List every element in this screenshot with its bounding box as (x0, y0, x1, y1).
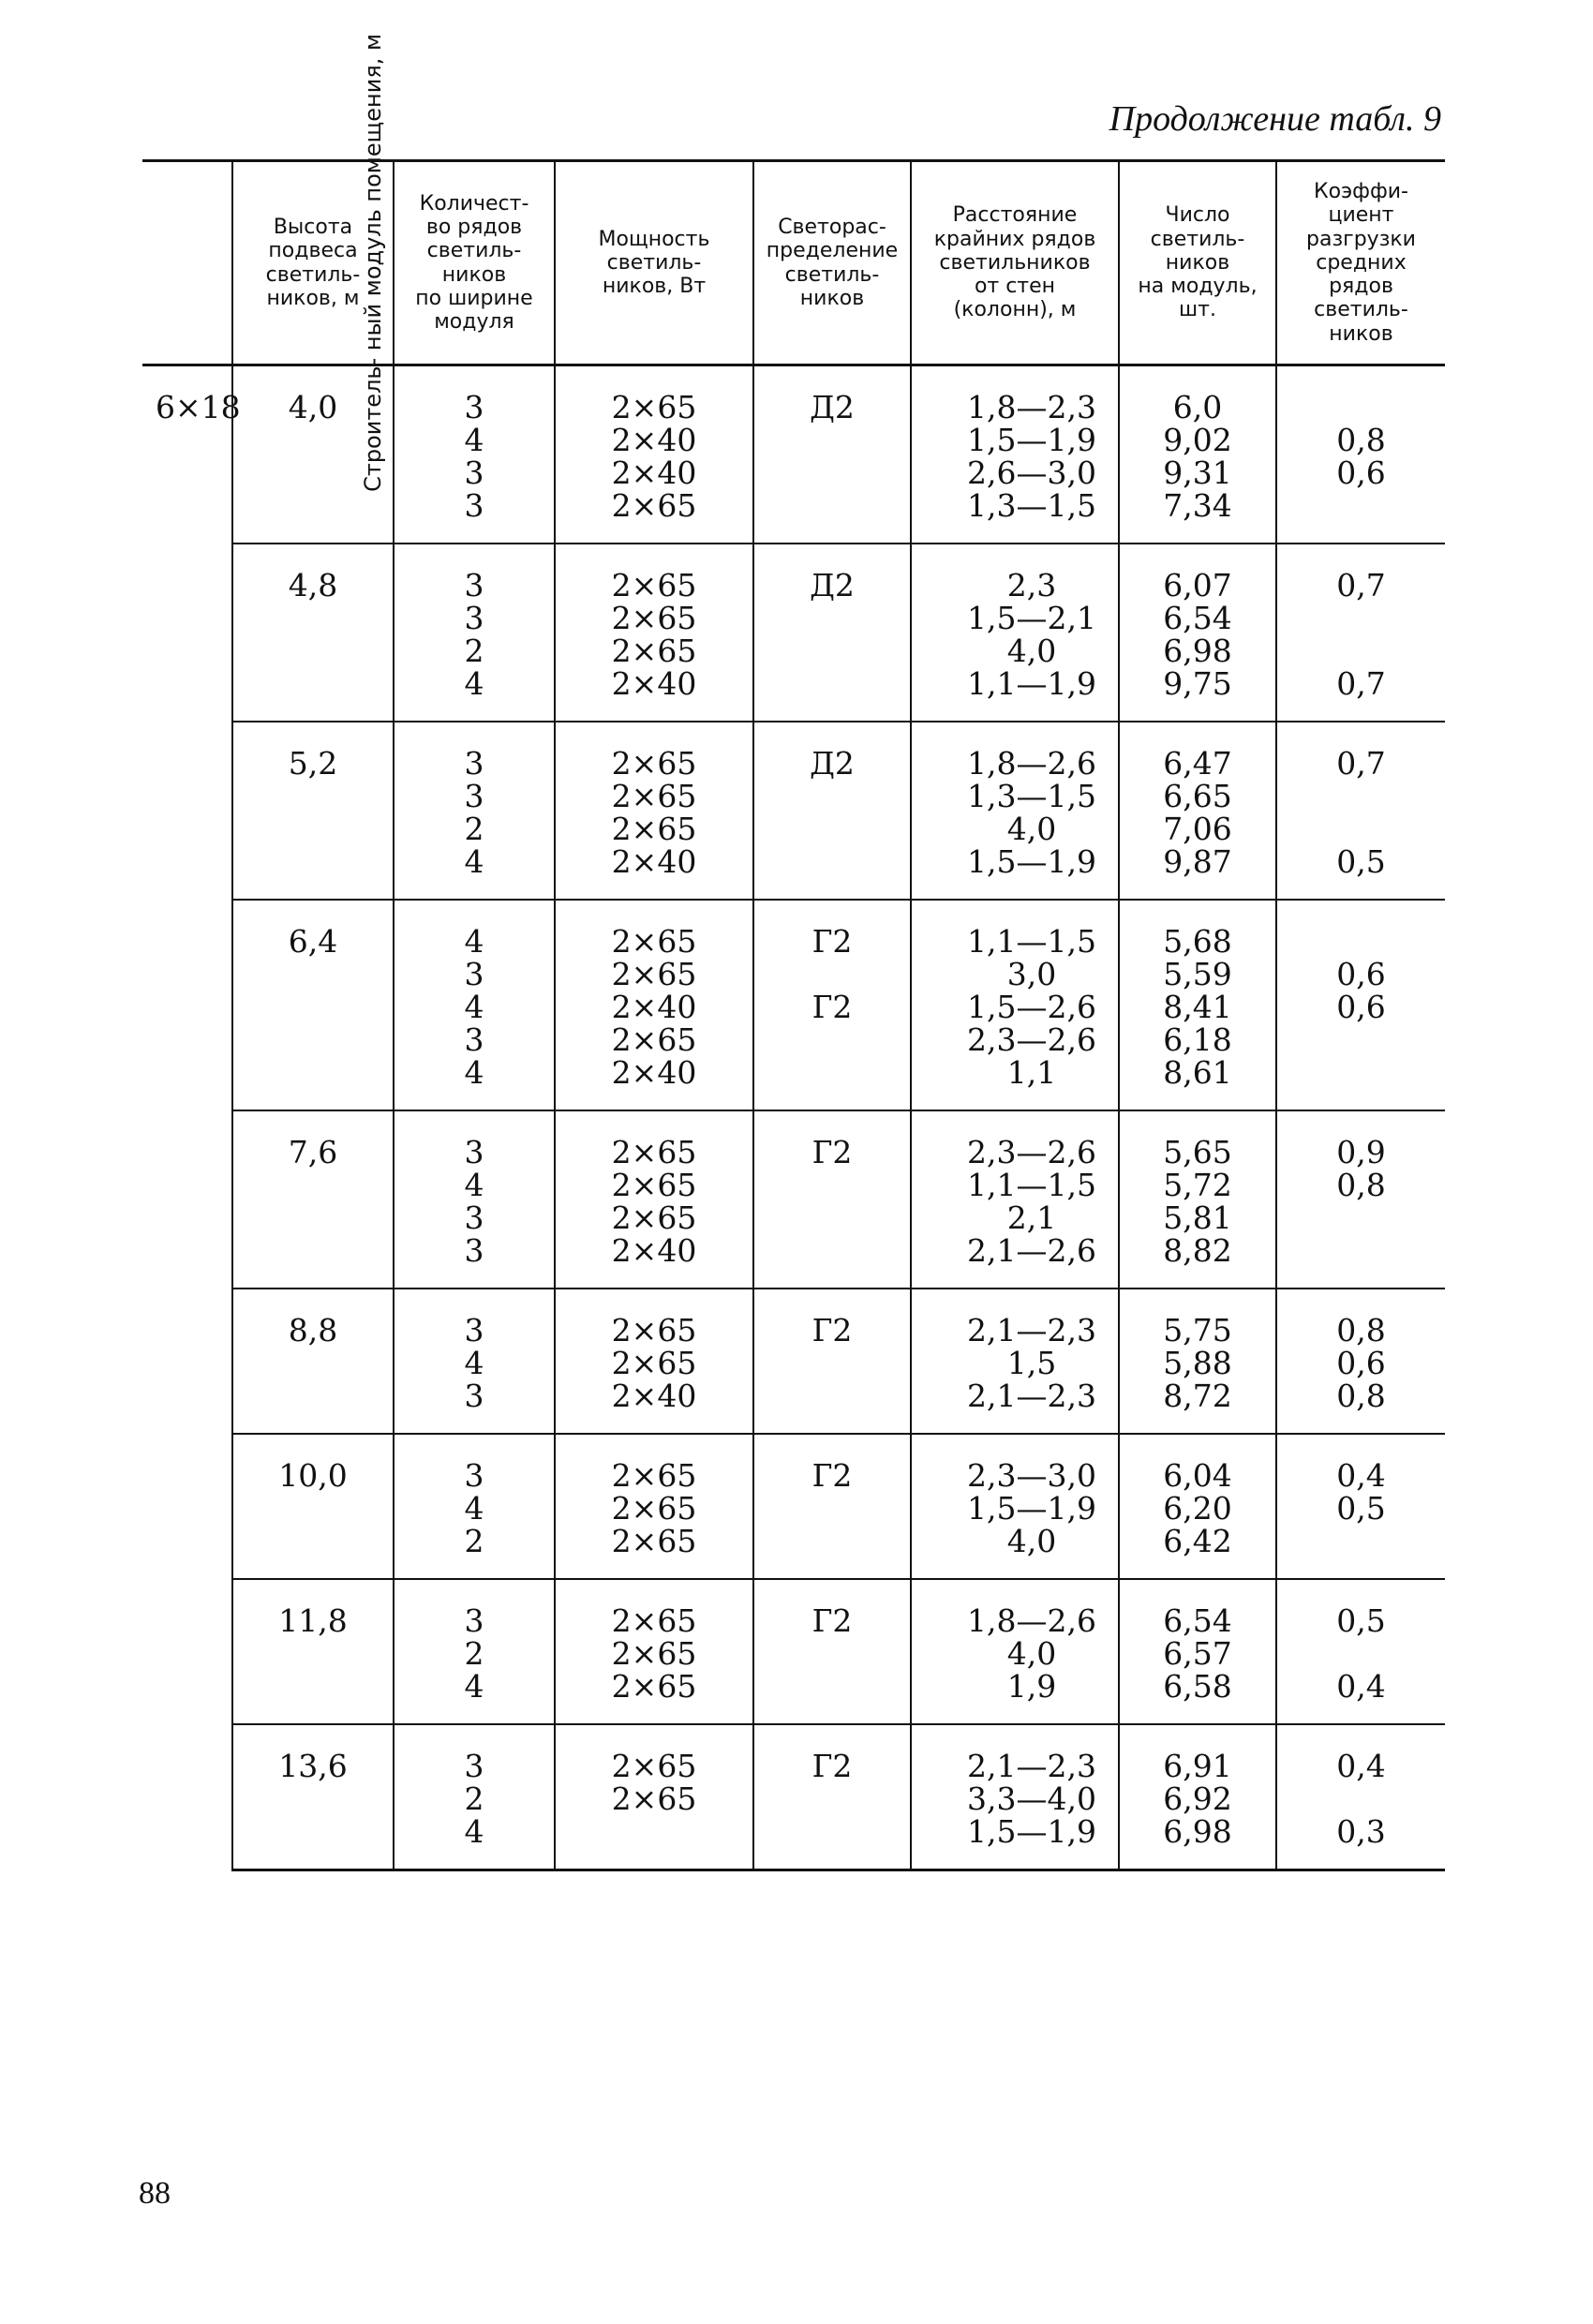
power-cell-value: 2×65 2×65 2×40 2×65 2×40 (611, 923, 697, 1091)
table-row (142, 900, 1445, 1110)
height-cell (232, 900, 394, 1110)
header-module: Строитель- ный модуль помещения, м (142, 161, 232, 365)
rows-cell (394, 1579, 555, 1724)
header-count: Число светиль- ников на модуль, шт. (1119, 161, 1276, 365)
distance-cell (911, 544, 1119, 722)
table-row (142, 1110, 1445, 1289)
power-cell (555, 722, 753, 900)
power-cell (555, 1110, 753, 1289)
table-row (142, 1434, 1445, 1579)
coefficient-cell-value: 0,8 0,6 (1336, 422, 1386, 491)
table-row (142, 722, 1445, 900)
distance-cell-value: 1,8—2,6 1,3—1,5 4,0 1,5—1,9 (967, 745, 1096, 880)
height-cell (232, 544, 394, 722)
rows-cell (394, 900, 555, 1110)
power-cell-value: 2×65 2×65 2×65 2×40 (611, 567, 697, 702)
table-caption: Продолжение табл. 9 (1109, 99, 1441, 139)
distribution-cell-value: Г2 (811, 1134, 853, 1170)
rows-cell (394, 365, 555, 544)
distance-cell-value: 2,3—2,6 1,1—1,5 2,1 2,1—2,6 (967, 1134, 1096, 1269)
distance-cell (911, 1724, 1119, 1870)
distribution-cell-value: Д2 (810, 389, 855, 425)
coefficient-cell (1276, 365, 1445, 544)
count-cell (1119, 1289, 1276, 1434)
count-cell-value: 6,0 9,02 9,31 7,34 (1163, 389, 1232, 524)
module-cell (142, 365, 241, 1870)
table-row (142, 544, 1445, 722)
distribution-cell (753, 365, 911, 544)
power-cell-value: 2×65 2×65 2×65 2×40 (611, 745, 697, 880)
rows-cell-value: 3 3 2 4 (464, 567, 484, 702)
distance-cell (911, 1434, 1119, 1579)
distribution-cell-value: Г2 (811, 1457, 853, 1494)
coefficient-cell (1276, 722, 1445, 900)
coefficient-cell (1276, 1579, 1445, 1724)
header-coefficient: Коэффи- циент разгрузки средних рядов светиль- ников (1276, 161, 1445, 365)
height-cell-value: 4,0 (288, 389, 338, 425)
distribution-cell (753, 1724, 911, 1870)
table-row (142, 365, 1445, 544)
rows-cell-value: 4 3 4 3 4 (464, 923, 484, 1091)
header-power: Мощность светиль- ников, Вт (555, 161, 753, 365)
distance-cell-value: 2,1—2,3 3,3—4,0 1,5—1,9 (967, 1748, 1096, 1850)
rows-cell-value: 3 4 2 (464, 1457, 484, 1559)
coefficient-cell (1276, 1434, 1445, 1579)
power-cell-value: 2×65 2×65 2×65 (611, 1602, 697, 1705)
distance-cell (911, 365, 1119, 544)
distribution-cell (753, 722, 911, 900)
power-cell-value: 2×65 2×65 2×65 (611, 1457, 697, 1559)
count-cell-value: 6,04 6,20 6,42 (1163, 1457, 1232, 1559)
count-cell (1119, 900, 1276, 1110)
count-cell (1119, 1434, 1276, 1579)
rows-cell (394, 1434, 555, 1579)
distance-cell-value: 2,3—3,0 1,5—1,9 4,0 (967, 1457, 1096, 1559)
coefficient-cell-value: 0,4 0,5 (1336, 1457, 1386, 1527)
power-cell (555, 900, 753, 1110)
page-number: 88 (139, 2176, 171, 2211)
count-cell-value: 6,54 6,57 6,58 (1163, 1602, 1232, 1705)
distance-cell (911, 1579, 1119, 1724)
header-distribution: Светорас- пределение светиль- ников (753, 161, 911, 365)
distribution-cell (753, 544, 911, 722)
power-cell-value: 2×65 2×65 (611, 1748, 697, 1817)
power-cell (555, 1289, 753, 1434)
coefficient-cell-value: 0,7 0,7 (1336, 567, 1386, 702)
coefficient-cell-value: 0,8 0,6 0,8 (1336, 1312, 1386, 1414)
header-row (142, 161, 1445, 365)
rows-cell-value: 3 3 2 4 (464, 745, 484, 880)
coefficient-cell-value: 0,9 0,8 (1336, 1134, 1386, 1203)
table-row (142, 1724, 1445, 1870)
height-cell (232, 1724, 394, 1870)
distribution-cell (753, 1289, 911, 1434)
power-cell-value: 2×65 2×65 2×65 2×40 (611, 1134, 697, 1269)
rows-cell-value: 3 4 3 3 (464, 389, 484, 524)
distance-cell-value: 2,3 1,5—2,1 4,0 1,1—1,9 (967, 567, 1096, 702)
header-rows: Количест- во рядов светиль- ников по ширине модуля (394, 161, 555, 365)
rows-cell-value: 3 4 3 3 (464, 1134, 484, 1269)
count-cell (1119, 722, 1276, 900)
power-cell (555, 365, 753, 544)
coefficient-cell (1276, 1289, 1445, 1434)
height-cell-value: 5,2 (288, 745, 338, 782)
distance-cell (911, 900, 1119, 1110)
distance-cell-value: 1,8—2,3 1,5—1,9 2,6—3,0 1,3—1,5 (967, 389, 1096, 524)
distribution-cell-value: Д2 (810, 567, 855, 603)
distance-cell (911, 1110, 1119, 1289)
height-cell-value: 7,6 (288, 1134, 338, 1170)
distribution-cell-value: Г2 Г2 (811, 923, 853, 1025)
coefficient-cell (1276, 1724, 1445, 1870)
height-cell (232, 1110, 394, 1289)
height-cell-value: 4,8 (288, 567, 338, 603)
distance-cell (911, 1289, 1119, 1434)
distribution-cell-value: Г2 (811, 1312, 853, 1348)
distribution-cell (753, 1110, 911, 1289)
power-cell-value: 2×65 2×40 2×40 2×65 (611, 389, 697, 524)
distribution-cell (753, 1579, 911, 1724)
count-cell-value: 5,75 5,88 8,72 (1163, 1312, 1232, 1414)
count-cell (1119, 1579, 1276, 1724)
distance-cell-value: 2,1—2,3 1,5 2,1—2,3 (967, 1312, 1096, 1414)
header-distance: Расстояние крайних рядов светильников от стен (колонн), м (911, 161, 1119, 365)
count-cell-value: 5,65 5,72 5,81 8,82 (1163, 1134, 1232, 1269)
rows-cell-value: 3 2 4 (464, 1748, 484, 1850)
coefficient-cell (1276, 544, 1445, 722)
power-cell (555, 1724, 753, 1870)
count-cell (1119, 1724, 1276, 1870)
distance-cell (911, 722, 1119, 900)
rows-cell (394, 1110, 555, 1289)
count-cell-value: 5,68 5,59 8,41 6,18 8,61 (1163, 923, 1232, 1091)
height-cell-value: 10,0 (278, 1457, 348, 1494)
count-cell (1119, 544, 1276, 722)
count-cell (1119, 365, 1276, 544)
count-cell-value: 6,07 6,54 6,98 9,75 (1163, 567, 1232, 702)
height-cell-value: 13,6 (278, 1748, 348, 1784)
coefficient-cell (1276, 1110, 1445, 1289)
table-body (142, 365, 1445, 1870)
coefficient-cell (1276, 900, 1445, 1110)
module-value: 6×18 (156, 389, 241, 425)
height-cell (232, 1579, 394, 1724)
power-cell (555, 1434, 753, 1579)
rows-cell (394, 1289, 555, 1434)
header-height: Высота подвеса светиль- ников, м (232, 161, 394, 365)
power-cell (555, 544, 753, 722)
distribution-cell-value: Г2 (811, 1748, 853, 1784)
height-cell-value: 6,4 (288, 923, 338, 960)
rows-cell-value: 3 4 3 (464, 1312, 484, 1414)
height-cell (232, 1289, 394, 1434)
count-cell-value: 6,47 6,65 7,06 9,87 (1163, 745, 1232, 880)
distribution-cell-value: Г2 (811, 1602, 853, 1639)
coefficient-cell-value: 0,6 0,6 (1336, 956, 1386, 1025)
count-cell-value: 6,91 6,92 6,98 (1163, 1748, 1232, 1850)
count-cell (1119, 1110, 1276, 1289)
coefficient-cell-value: 0,7 0,5 (1336, 745, 1386, 880)
table-row (142, 1289, 1445, 1434)
rows-cell (394, 1724, 555, 1870)
height-cell (232, 1434, 394, 1579)
rows-cell (394, 722, 555, 900)
coefficient-cell-value: 0,5 0,4 (1336, 1602, 1386, 1705)
power-cell-value: 2×65 2×65 2×40 (611, 1312, 697, 1414)
rows-cell (394, 544, 555, 722)
distance-cell-value: 1,1—1,5 3,0 1,5—2,6 2,3—2,6 1,1 (967, 923, 1096, 1091)
table-row (142, 1579, 1445, 1724)
distance-cell-value: 1,8—2,6 4,0 1,9 (967, 1602, 1096, 1705)
height-cell-value: 8,8 (288, 1312, 338, 1348)
coefficient-cell-value: 0,4 0,3 (1336, 1748, 1386, 1850)
height-cell (232, 722, 394, 900)
distribution-cell (753, 900, 911, 1110)
distribution-cell-value: Д2 (810, 745, 855, 782)
distribution-cell (753, 1434, 911, 1579)
rows-cell-value: 3 2 4 (464, 1602, 484, 1705)
power-cell (555, 1579, 753, 1724)
height-cell-value: 11,8 (278, 1602, 348, 1639)
